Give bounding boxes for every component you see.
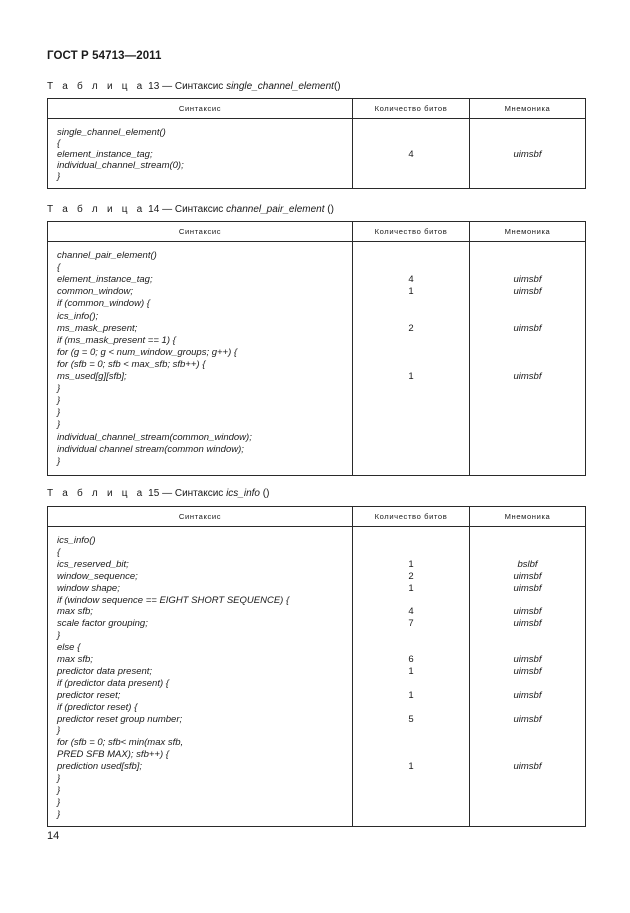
bits-value: 2 <box>408 322 414 334</box>
mnemonic-value: uimsbf <box>513 665 542 677</box>
mnemonic-value: uimsbf <box>513 274 542 286</box>
syntax-line: if (predictor data present) { <box>57 677 169 689</box>
mnemonic-value: uimsbf <box>513 618 542 630</box>
column-header-mnemonic: Мнемоника <box>470 222 586 242</box>
syntax-line: element_instance_tag; <box>57 149 153 160</box>
syntax-line: PRED SFB MAX); sfb++) { <box>57 749 169 761</box>
syntax-line: ics_info(); <box>57 310 99 322</box>
table-13-caption-name: single_channel_element <box>226 81 334 92</box>
syntax-line: individual channel stream(common window); <box>57 443 244 455</box>
syntax-line: if (predictor reset) { <box>57 701 138 713</box>
column-header-bits: Количество битов <box>353 222 470 242</box>
bits-value: 4 <box>408 274 414 286</box>
bits-cell <box>353 242 470 476</box>
bits-value: 1 <box>408 665 414 677</box>
syntax-line: { <box>57 138 61 149</box>
bits-value: 1 <box>408 286 414 298</box>
syntax-line: if (ms_mask_present == 1) { <box>57 334 176 346</box>
syntax-line: } <box>57 407 61 419</box>
table-14-caption-name: channel_pair_element <box>226 204 325 215</box>
syntax-cell <box>48 527 353 827</box>
syntax-line: } <box>57 773 61 784</box>
syntax-line: if (window sequence == EIGHT SHORT SEQUENCE) { <box>57 594 290 606</box>
mnemonic-value: uimsbf <box>513 606 542 618</box>
table-13 <box>47 98 586 189</box>
bits-value: 2 <box>408 570 414 582</box>
bits-value: 1 <box>408 761 414 773</box>
table-15-caption-rest: 15 — Синтаксис <box>148 488 224 499</box>
syntax-line: element_instance_tag; <box>57 274 153 286</box>
syntax-line: { <box>57 262 61 274</box>
bits-value: 4 <box>408 606 414 618</box>
table-15-caption-prefix: Т а б л и ц а <box>47 488 146 499</box>
mnemonic-value: uimsbf <box>513 713 542 725</box>
mnemonic-cell <box>470 119 586 189</box>
mnemonic-value: uimsbf <box>513 761 542 773</box>
syntax-line: predictor reset; <box>57 689 121 701</box>
syntax-line: single_channel_element() <box>57 127 166 138</box>
syntax-line: individual_channel_stream(0); <box>57 160 184 171</box>
mnemonic-cell <box>470 527 586 827</box>
syntax-line: window shape; <box>57 582 120 594</box>
syntax-line: } <box>57 630 61 642</box>
syntax-line: common_window; <box>57 286 134 298</box>
table-15-caption-name: ics_info <box>226 488 260 499</box>
syntax-line: } <box>57 725 61 737</box>
mnemonic-value: uimsbf <box>513 570 542 582</box>
mnemonic-cell <box>470 242 586 476</box>
table-13-caption <box>47 81 341 92</box>
table-13-caption-rest: 13 — Синтаксис <box>148 81 224 92</box>
bits-value: 1 <box>408 558 414 570</box>
document-header: ГОСТ Р 54713—2011 <box>47 50 162 62</box>
table-14-caption-prefix: Т а б л и ц а <box>47 204 146 215</box>
syntax-line: scale factor grouping; <box>57 618 148 630</box>
syntax-line: ms_mask_present; <box>57 322 138 334</box>
table-14-caption-rest: 14 — Синтаксис <box>148 204 224 215</box>
page-number: 14 <box>47 830 60 842</box>
bits-value: 6 <box>408 654 414 665</box>
column-header-syntax: Синтаксис <box>48 222 353 242</box>
syntax-line: } <box>57 383 61 395</box>
syntax-line: } <box>57 796 61 808</box>
syntax-line: channel_pair_element() <box>57 250 157 261</box>
syntax-line: for (g = 0; g < num_window_groups; g++) { <box>57 346 238 358</box>
syntax-line: ics_info() <box>57 535 96 546</box>
table-15 <box>47 506 586 827</box>
syntax-line: for (sfb = 0; sfb< min(max sfb, <box>57 737 184 749</box>
table-13-caption-prefix: Т а б л и ц а <box>47 81 146 92</box>
column-header-syntax: Синтаксис <box>48 99 353 119</box>
column-header-bits: Количество битов <box>353 507 470 527</box>
mnemonic-value: uimsbf <box>513 286 542 298</box>
column-header-syntax: Синтаксис <box>48 507 353 527</box>
mnemonic-value: uimsbf <box>513 654 542 665</box>
syntax-line: } <box>57 395 61 407</box>
syntax-line: max sfb; <box>57 654 93 665</box>
syntax-line: } <box>57 419 61 431</box>
syntax-cell <box>48 242 353 476</box>
syntax-cell <box>48 119 353 189</box>
syntax-line: window_sequence; <box>57 570 138 582</box>
syntax-line: max sfb; <box>57 606 93 618</box>
bits-value: 1 <box>408 371 414 382</box>
bits-value: 1 <box>408 689 414 701</box>
syntax-line: individual_channel_stream(common_window); <box>57 431 252 443</box>
mnemonic-value: uimsbf <box>513 689 542 701</box>
syntax-line: } <box>57 171 61 182</box>
table-13-caption-suffix: () <box>333 81 341 92</box>
column-header-mnemonic: Мнемоника <box>470 507 586 527</box>
bits-value: 7 <box>408 618 414 630</box>
syntax-line: } <box>57 808 61 820</box>
syntax-line: } <box>57 455 61 467</box>
syntax-line: ms_used[g][sfb]; <box>57 371 127 382</box>
bits-value: 4 <box>408 149 414 160</box>
syntax-line: if (common_window) { <box>57 298 150 310</box>
syntax-line: } <box>57 784 61 796</box>
syntax-line: predictor data present; <box>57 665 153 677</box>
table-14 <box>47 221 586 476</box>
table-14-caption-suffix: () <box>324 204 334 215</box>
bits-value: 1 <box>408 582 414 594</box>
syntax-line: else { <box>57 642 81 654</box>
mnemonic-value: bslbf <box>517 558 538 570</box>
syntax-line: for (sfb = 0; sfb < max_sfb; sfb++) { <box>57 358 206 370</box>
table-15-caption-suffix: () <box>259 488 270 499</box>
mnemonic-value: uimsbf <box>513 371 542 382</box>
bits-value: 5 <box>408 713 414 725</box>
mnemonic-value: uimsbf <box>513 322 542 334</box>
syntax-line: predictor reset group number; <box>57 713 183 725</box>
column-header-mnemonic: Мнемоника <box>470 99 586 119</box>
syntax-line: ics_reserved_bit; <box>57 558 129 570</box>
syntax-line: { <box>57 546 61 558</box>
mnemonic-value: uimsbf <box>513 582 542 594</box>
table-14-caption <box>47 204 334 215</box>
column-header-bits: Количество битов <box>353 99 470 119</box>
bits-cell <box>353 119 470 189</box>
bits-cell <box>353 527 470 827</box>
mnemonic-value: uimsbf <box>513 149 542 160</box>
syntax-line: prediction used[sfb]; <box>57 761 143 773</box>
table-15-caption <box>47 488 269 499</box>
